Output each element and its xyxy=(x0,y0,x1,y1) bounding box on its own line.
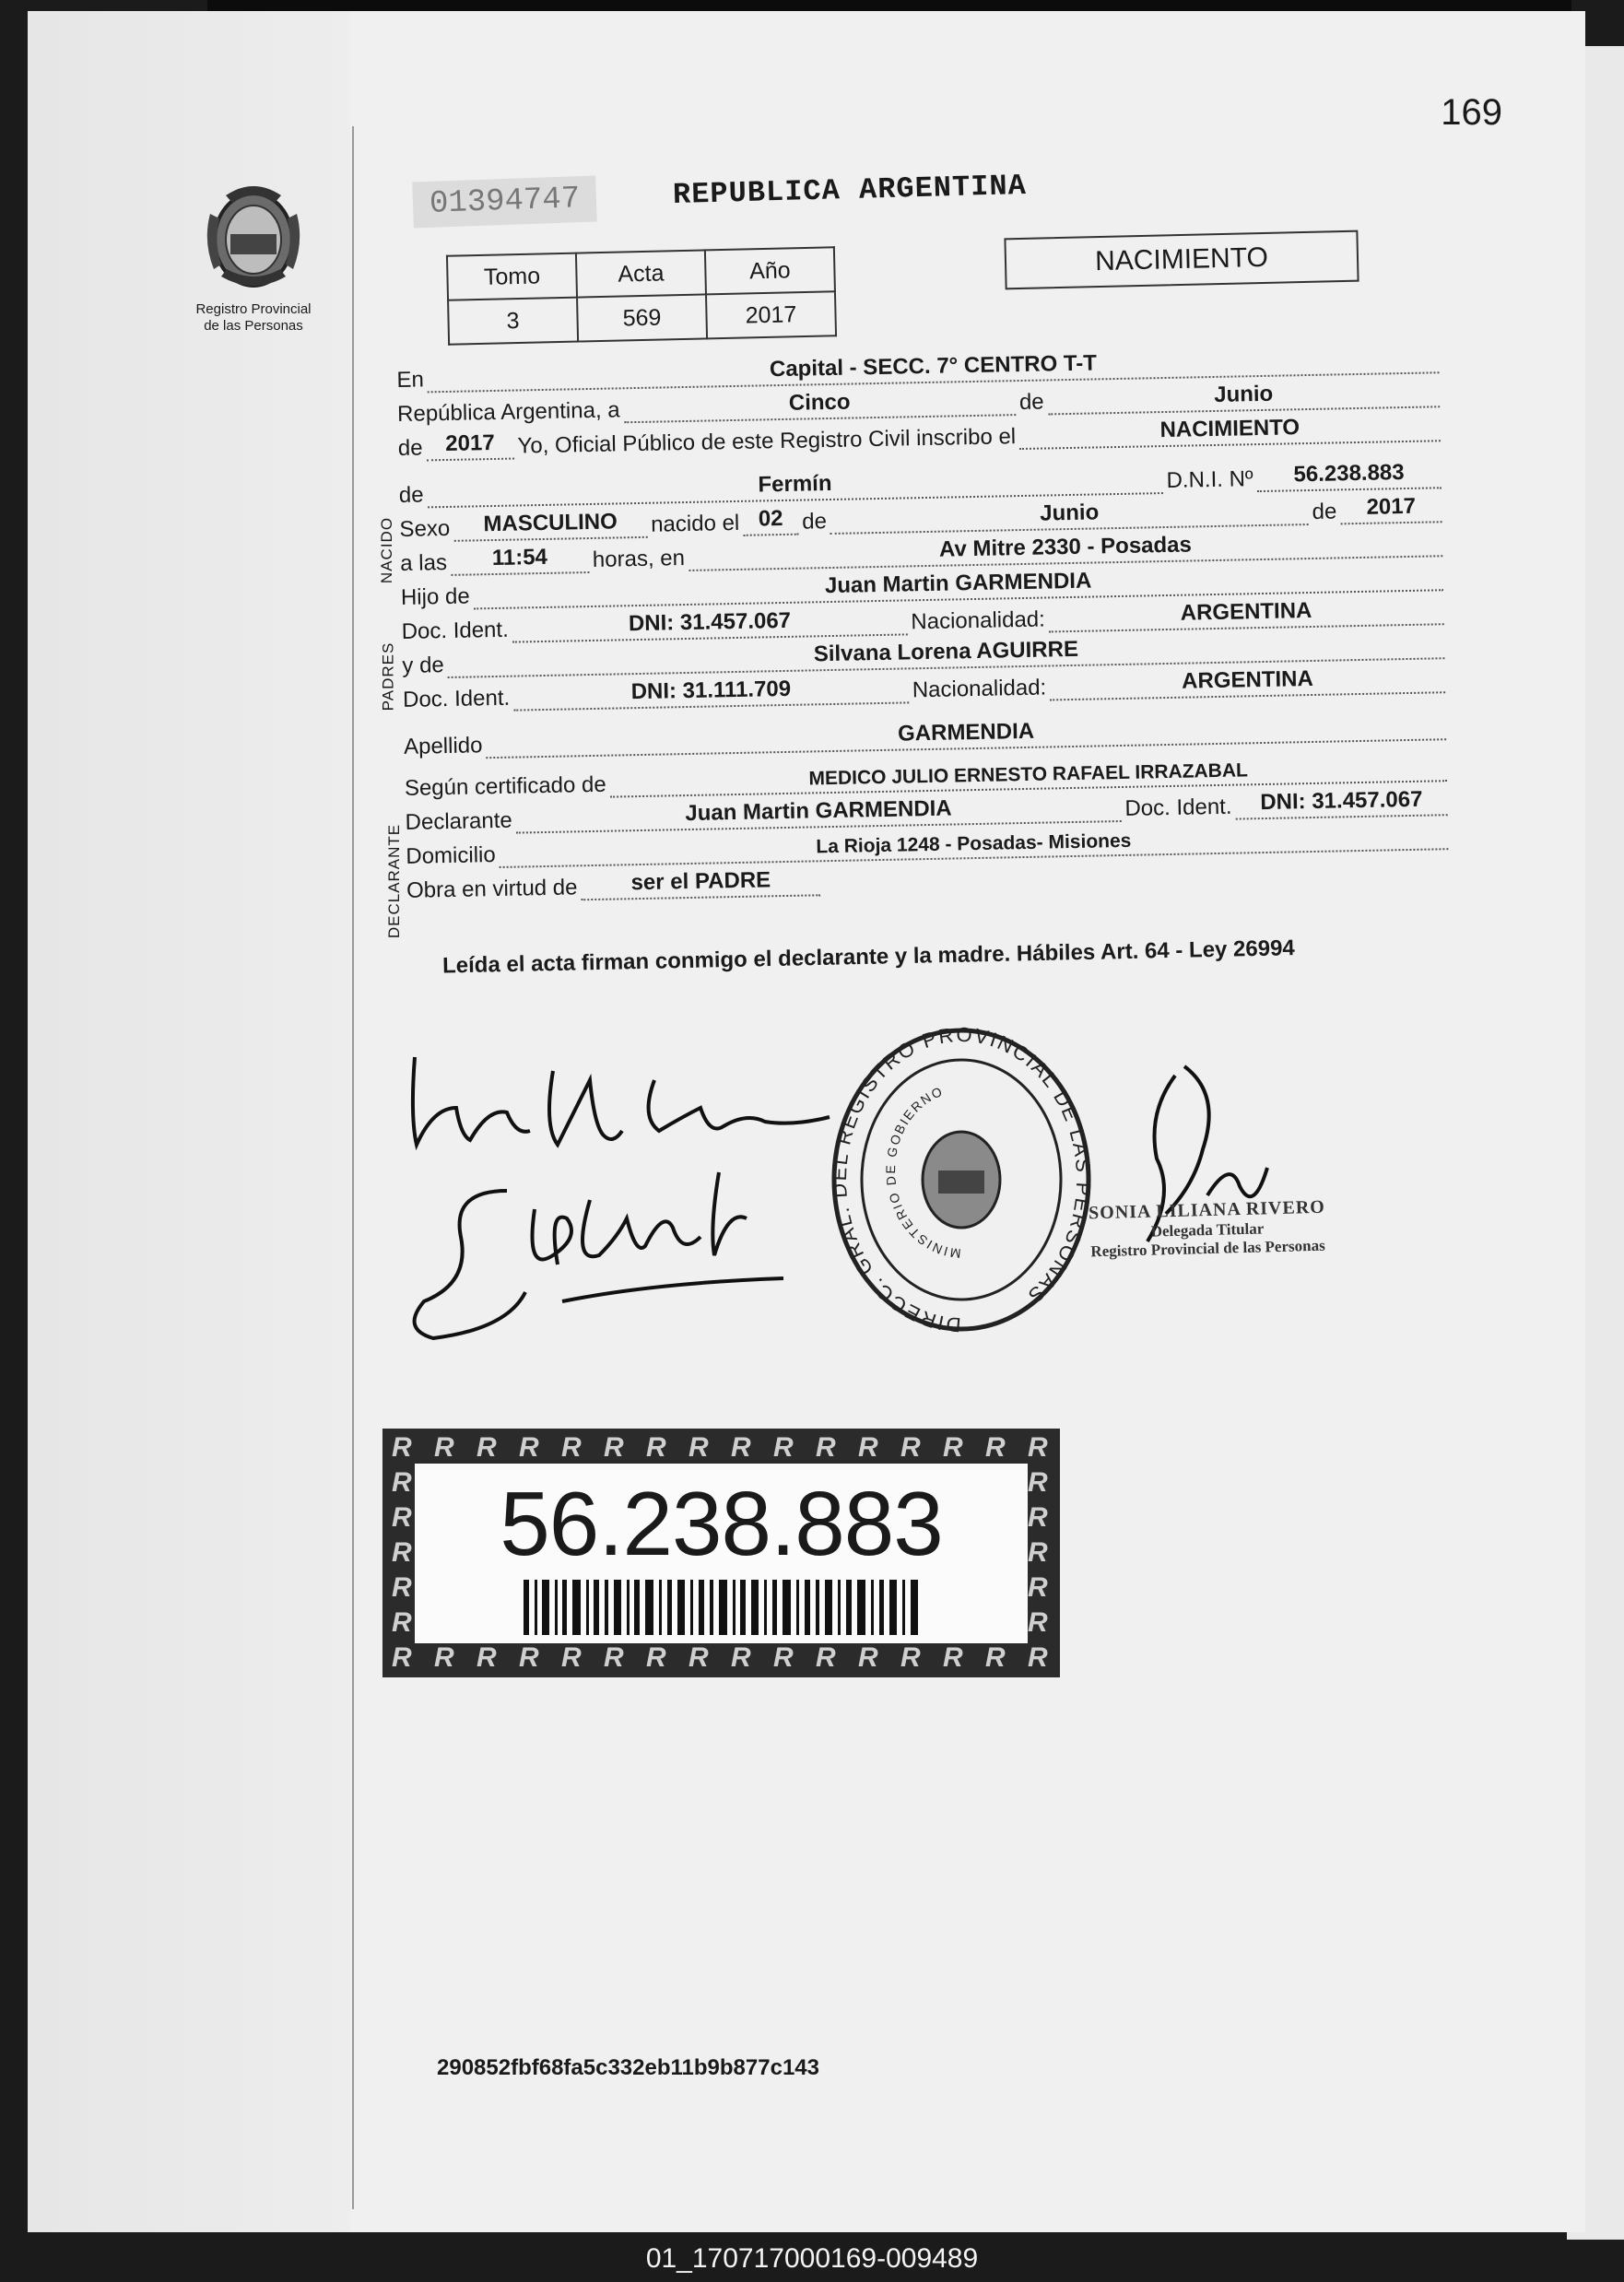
child-dni-value: 56.238.883 xyxy=(1293,460,1405,488)
doc2-label: Doc. Ident. xyxy=(402,685,511,712)
sex-field xyxy=(453,509,647,542)
alas-label: a las xyxy=(399,549,448,576)
month-value: Junio xyxy=(1213,381,1274,407)
birth-day-value: 02 xyxy=(758,505,783,532)
mother-value: Silvana Lorena AGUIRRE xyxy=(813,636,1079,667)
official-seal xyxy=(828,1023,1095,1336)
page-number: 169 xyxy=(1441,92,1502,133)
year-field xyxy=(426,429,514,462)
doc-label: Doc. Ident. xyxy=(401,617,509,644)
birth-record-form xyxy=(396,339,1453,904)
birth-time-field xyxy=(451,544,590,576)
barcode-card xyxy=(382,1429,1060,1677)
de5-label: de xyxy=(1312,499,1337,524)
surname-value: GARMENDIA xyxy=(897,718,1035,747)
capacity-field xyxy=(581,867,820,900)
acta-value: 569 xyxy=(577,294,707,341)
father-doc-value: DNI: 31.457.067 xyxy=(628,607,792,637)
declarante-label: Declarante xyxy=(405,807,512,835)
document-hash: 290852fbf68fa5c332eb11b9b877c143 xyxy=(437,2055,819,2080)
place-value: Capital - SECC. 7° CENTRO T-T xyxy=(769,350,1098,382)
republica-label: República Argentina, a xyxy=(396,397,620,427)
de2-label: de xyxy=(397,435,423,461)
mother-signature xyxy=(396,1154,802,1347)
cert-label: Según certificado de xyxy=(404,771,606,801)
child-dni-field xyxy=(1256,460,1442,492)
declarant-doc-value: DNI: 31.457.067 xyxy=(1260,786,1423,816)
certificate-value: MEDICO JULIO ERNESTO RAFAEL IRRAZABAL xyxy=(808,759,1249,790)
capacity-value: ser el PADRE xyxy=(630,867,771,896)
birth-day-field xyxy=(743,505,799,536)
section-label-nacido: NACIDO xyxy=(378,516,396,584)
domicilio-label: Domicilio xyxy=(406,842,496,869)
delegate-name: SONIA LILIANA RIVERO xyxy=(1088,1196,1326,1224)
de3-label: de xyxy=(398,482,424,508)
mother-nat-value: ARGENTINA xyxy=(1181,665,1314,694)
ano-header: Año xyxy=(705,247,835,294)
address-value: La Rioja 1248 - Posadas- Misiones xyxy=(816,829,1132,858)
doc3-label: Doc. Ident. xyxy=(1124,794,1232,821)
registry-logo xyxy=(171,177,336,335)
declarant-doc-field xyxy=(1235,786,1447,819)
document-page xyxy=(28,11,1585,2232)
barcode-label xyxy=(415,1464,1028,1643)
mother-nat-field xyxy=(1050,667,1445,700)
mother-doc-value: DNI: 31.111.709 xyxy=(630,676,792,705)
de-label: de xyxy=(1018,389,1044,416)
serial-stamp: 01394747 xyxy=(412,176,597,229)
day-value: Cinco xyxy=(788,389,851,416)
birth-year-field xyxy=(1340,493,1442,524)
birth-year-value: 2017 xyxy=(1366,493,1417,520)
barcode-number: 56.238.883 xyxy=(500,1473,943,1574)
sexo-label: Sexo xyxy=(399,515,451,542)
nacido-label: nacido el xyxy=(650,510,740,537)
hijo-label: Hijo de xyxy=(400,583,470,610)
en-label: En xyxy=(396,367,425,393)
horas-label: horas, en xyxy=(592,546,686,572)
delegate-role: Delegada Titular xyxy=(1150,1219,1265,1241)
officer-text: Yo, Oficial Público de este Registro Civil inscribo el xyxy=(517,424,1017,459)
obra-label: Obra en virtud de xyxy=(406,875,578,903)
declarant-signature xyxy=(406,1043,839,1163)
de4-label: de xyxy=(801,509,828,535)
year-value: 2017 xyxy=(445,429,495,456)
record-type-box: NACIMIENTO xyxy=(1004,230,1359,290)
country-title: REPUBLICA ARGENTINA xyxy=(672,168,1028,213)
logo-caption-2: de las Personas xyxy=(204,318,303,334)
mother-doc-field xyxy=(513,677,909,711)
father-value: Juan Martin GARMENDIA xyxy=(824,568,1092,599)
father-nat-value: ARGENTINA xyxy=(1180,597,1312,626)
act-field xyxy=(1019,416,1441,450)
section-label-declarante: DECLARANTE xyxy=(385,823,404,939)
yde-label: y de xyxy=(402,653,445,678)
acta-header: Acta xyxy=(576,250,706,297)
closing-note: Leída el acta firman conmigo el declarante y la madre. Hábiles Art. 64 - Ley 26994 xyxy=(441,935,1296,979)
record-table xyxy=(446,246,837,346)
apellido-label: Apellido xyxy=(403,733,483,759)
tomo-value: 3 xyxy=(448,298,578,345)
declarant-value: Juan Martin GARMENDIA xyxy=(685,795,952,827)
birth-place-value: Av Mitre 2330 - Posadas xyxy=(938,532,1193,562)
dni-label: D.N.I. Nº xyxy=(1166,466,1253,493)
margin-line xyxy=(352,126,354,2209)
seal-inner-text: MINISTERIO DE GOBIERNO xyxy=(882,1083,962,1262)
birth-month-value: Junio xyxy=(1039,500,1100,526)
barcode-bars xyxy=(524,1580,920,1635)
nac2-label: Nacionalidad: xyxy=(912,675,1047,703)
birth-time-value: 11:54 xyxy=(491,544,548,571)
bleed-through-area xyxy=(28,11,350,2232)
section-label-padres: PADRES xyxy=(379,641,397,712)
tomo-header: Tomo xyxy=(447,253,577,300)
delegate-office: Registro Provincial de las Personas xyxy=(1090,1236,1325,1261)
act-value: NACIMIENTO xyxy=(1159,415,1300,443)
logo-caption-1: Registro Provincial xyxy=(195,301,312,317)
nac-label: Nacionalidad: xyxy=(911,606,1046,635)
ano-value: 2017 xyxy=(706,291,836,338)
delegate-stamp xyxy=(1059,1196,1356,1262)
scan-file-code: 01_170717000169-009489 xyxy=(645,2243,979,2274)
coat-of-arms-icon xyxy=(194,177,313,297)
seal-outer-text: DIRECC. GRAL. DEL REGISTRO PROVINCIAL DE LAS PERSONAS xyxy=(828,1023,1095,1336)
child-name-value: Fermín xyxy=(758,470,832,498)
sex-value: MASCULINO xyxy=(483,509,618,537)
